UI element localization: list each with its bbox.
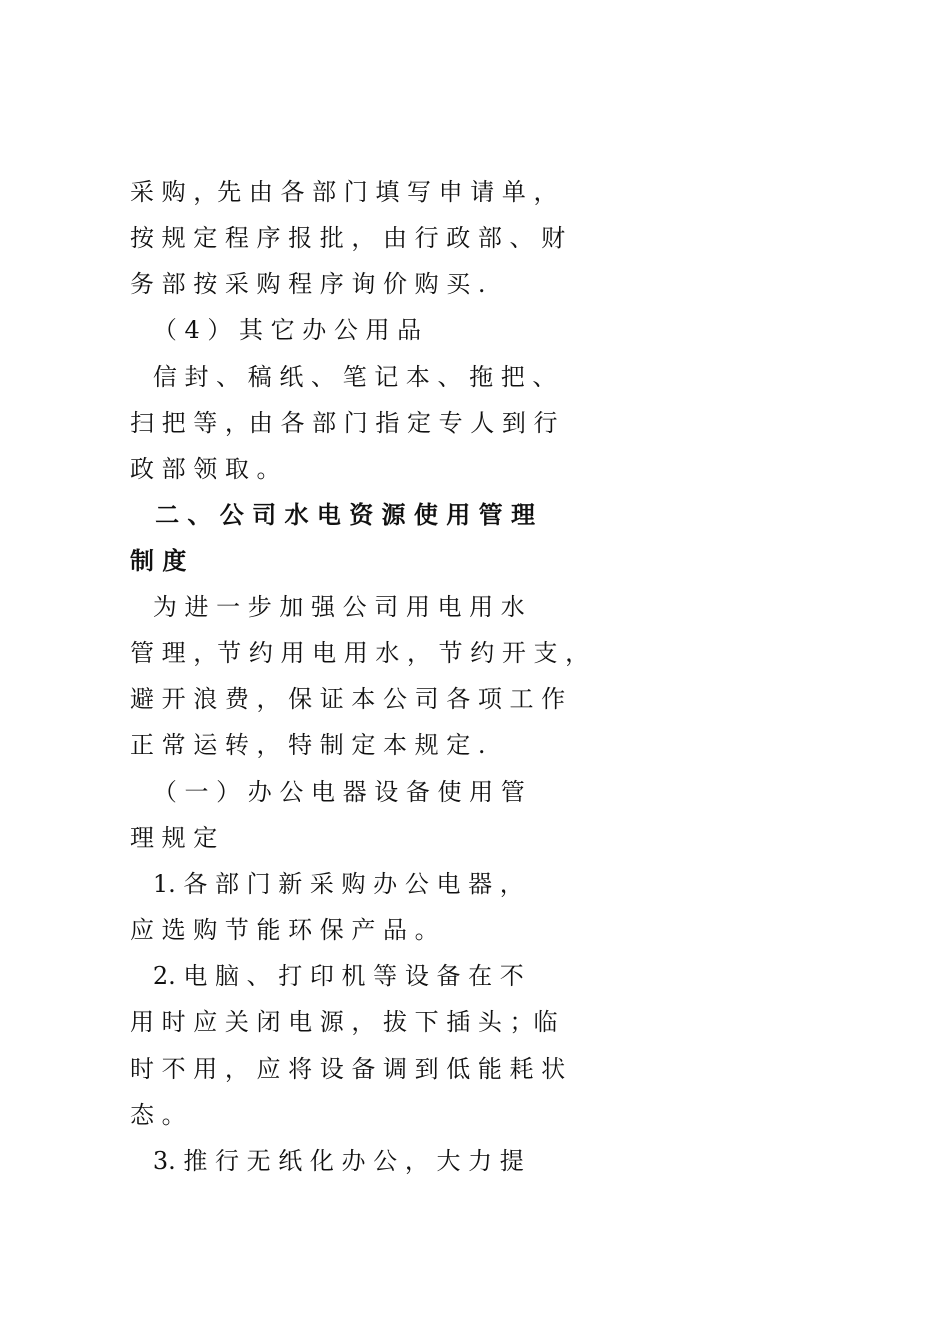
section-heading: 二 、 公 司 水 电 资 源 使 用 管 理 xyxy=(130,501,535,529)
body-text-line: 管 理 ，节 约 用 电 用 水 ， 节 约 开 支 ， xyxy=(130,639,590,667)
body-text-line: 务 部 按 采 购 程 序 询 价 购 买 . xyxy=(130,270,486,298)
body-text-line: 为 进 一 步 加 强 公 司 用 电 用 水 xyxy=(130,593,525,621)
list-item-line: 应 选 购 节 能 环 保 产 品 。 xyxy=(130,916,439,944)
list-item-line: 2. 电 脑 、 打 印 机 等 设 备 在 不 xyxy=(130,962,524,990)
list-item-line: 1. 各 部 门 新 采 购 办 公 电 器 ， xyxy=(130,870,524,898)
body-text-line: 信 封 、 稿 纸 、 笔 记 本 、 拖 把 、 xyxy=(130,363,557,391)
list-item-line: 3. 推 行 无 纸 化 办 公 ， 大 力 提 xyxy=(130,1147,524,1175)
subsection-heading-continued: 理 规 定 xyxy=(130,824,218,852)
body-text-line: 政 部 领 取 。 xyxy=(130,455,281,483)
subsection-heading: （ 一 ） 办 公 电 器 设 备 使 用 管 xyxy=(130,778,525,806)
list-item-line: 态 。 xyxy=(130,1101,186,1129)
body-text-line: 按 规 定 程 序 报 批 ， 由 行 政 部 、 财 xyxy=(130,224,566,252)
list-item-line: 用 时 应 关 闭 电 源 ， 拔 下 插 头 ；临 xyxy=(130,1008,558,1036)
body-text-line: 避 开 浪 费 ， 保 证 本 公 司 各 项 工 作 xyxy=(130,685,566,713)
body-text-line: 正 常 运 转 ， 特 制 定 本 规 定 . xyxy=(130,731,486,759)
subsection-heading: （ 4 ） 其 它 办 公 用 品 xyxy=(130,316,422,344)
body-text-line: 采 购 ，先 由 各 部 门 填 写 申 请 单 ， xyxy=(130,178,558,206)
section-heading-continued: 制 度 xyxy=(130,547,187,575)
body-text-line: 扫 把 等 ，由 各 部 门 指 定 专 人 到 行 xyxy=(130,409,558,437)
list-item-line: 时 不 用 ， 应 将 设 备 调 到 低 能 耗 状 xyxy=(130,1055,566,1083)
